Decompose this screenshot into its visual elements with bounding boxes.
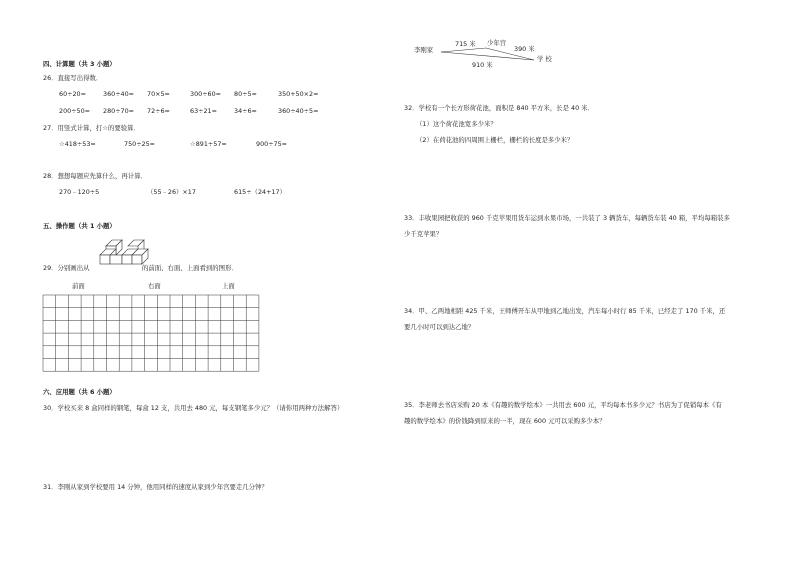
q26-item: 280÷70= [103,107,135,115]
q26-item: 70×5= [147,90,170,98]
q27-item: ☆418÷53= [59,140,96,148]
q26-item: 360÷40= [103,90,135,98]
q26-item: 200÷50= [59,107,91,115]
q26-stem: 26．直接写出得数． [43,74,103,82]
diagram-home: 李刚家 [414,46,434,54]
q27-item: 900÷75= [256,140,288,148]
label-front: 前面 [72,282,85,290]
q26-item: 60÷20= [59,90,86,98]
q26-item: 360÷40÷5= [278,107,319,115]
section-6-title: 六、应用题（共 6 小题） [43,388,116,396]
label-top: 上面 [222,282,235,290]
q28-item: 270﹣120÷5 [59,188,100,196]
q34-line-2: 要几小时可以到达乙地？ [404,323,475,331]
q26-item: 350+50×2= [278,90,319,98]
q29-stem-pre: 29．分别画出从 [43,264,90,272]
q26-item: 34÷6= [234,107,257,115]
q33-line-1: 33．丰收果园把收获的 960 千克苹果用货车运到水果市场，一共装了 3 辆货车，每辆货车装 40 箱，平均每箱装多 [404,214,730,222]
q33-line-2: 少千克苹果？ [404,230,443,238]
q31-text: 31．李刚从家到学校要用 14 分钟，他用同样的速度从家到少年宫要走几分钟？ [43,483,268,491]
q27-item: 750÷25= [124,140,156,148]
q34-line-1: 34．甲、乙两地相距 425 千米，王师傅开车从甲地到乙地出发，汽车每小时行 85 千米，已经走了 170 千米，还 [404,307,726,315]
q35-line-2: 趣的数学绘本》的价钱降到原来的一半，现在 600 元可以采购多少本？ [404,417,606,425]
q35-line-1: 35．李老师去书店采购 20 本《有趣的数学绘本》一共用去 600 元，平均每本书多少元？书店为了促销每本《有 [404,401,722,409]
diagram-youth-palace: 少年宫 [487,39,507,47]
q30-text: 30．学校买来 8 盒同样的钢笔，每盒 12 支，共用去 480 元，每支钢笔多少元？（请你用两种方法解答） [43,404,344,412]
q28-item: 615÷（24+17） [234,188,286,196]
section-4-title: 四、计算题（共 3 小题） [43,60,116,68]
q26-item: 63÷21= [190,107,217,115]
diagram-d2: 390 米 [514,45,535,53]
q28-stem: 28．想想每题应先算什么，再计算． [43,172,147,180]
label-right: 右面 [148,282,161,290]
q27-item: ☆891÷57= [190,140,227,148]
q32-stem: 32．学校有一个长方形荷花池，面积是 840 平方米，长是 40 米． [404,104,594,112]
q29-stem-post: 的前面、右面、上面看到的图形． [142,264,238,272]
q27-stem: 27．用竖式计算，打☆的要验算． [43,124,140,132]
q26-item: 300÷60= [190,90,222,98]
diagram-school: 学 校 [537,55,552,63]
diagram-d1: 715 米 [455,40,476,48]
q26-item: 72÷6= [147,107,170,115]
q28-item: （55﹣26）×17 [147,188,196,196]
diagram-d3: 910 米 [472,61,493,69]
q32-sub-1: （1）这个荷花池宽多少米？ [416,120,497,128]
section-5-title: 五、操作题（共 1 小题） [43,222,116,230]
q32-sub-2: （2）在荷花池的四周围上栅栏，栅栏的长度是多少米？ [416,136,574,144]
q26-item: 80÷5= [234,90,257,98]
